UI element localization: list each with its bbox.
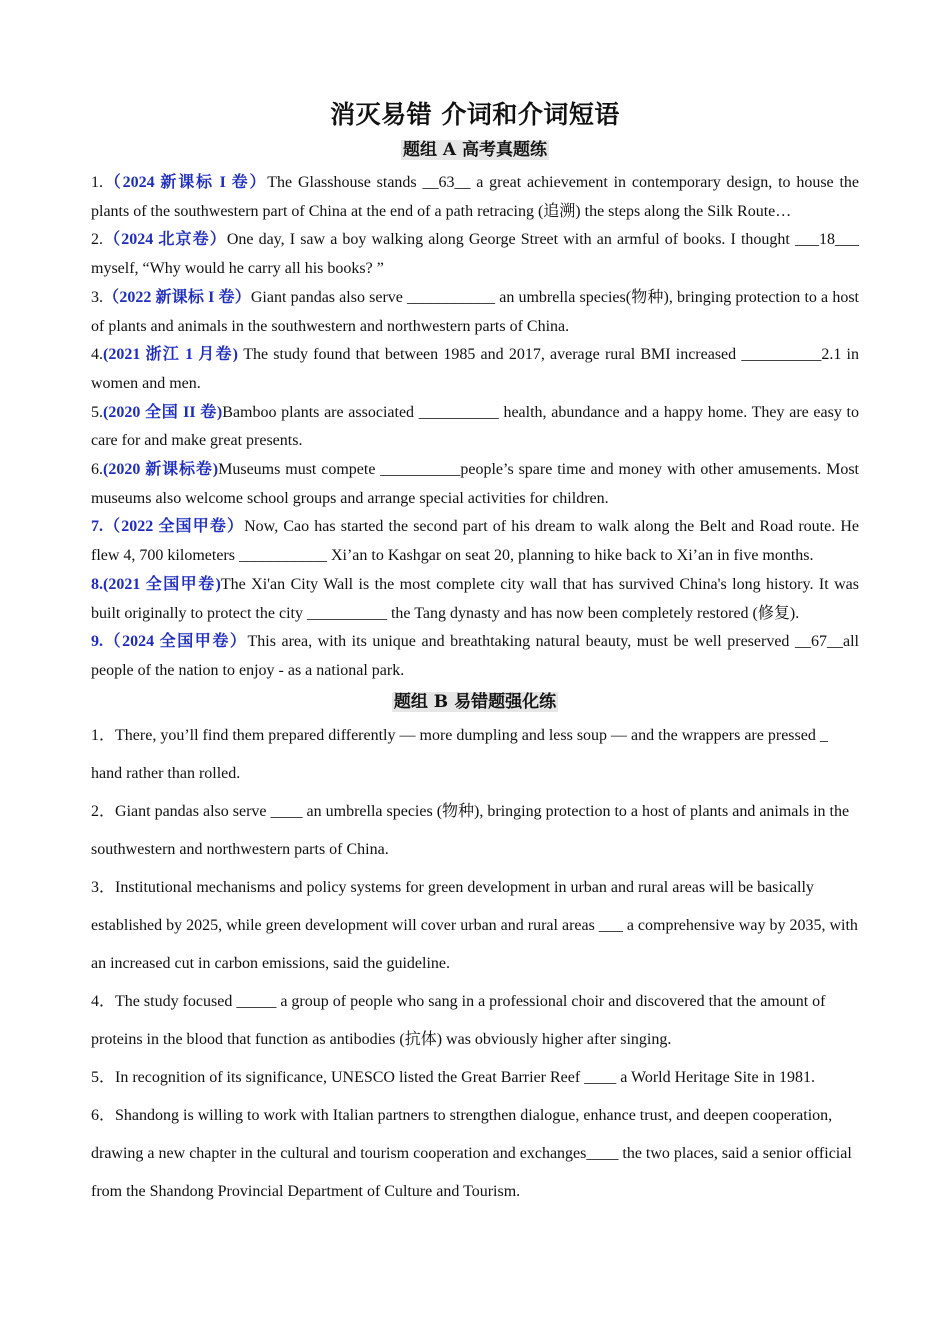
question-source: （2022 新课标 I 卷） <box>103 288 251 306</box>
question-text: a great achievement in contemporary design, to house the plants of the southwestern part of China at the end of a path retracing (追溯) the steps along the Silk Route… <box>91 174 860 220</box>
question-number: 5. <box>91 403 103 421</box>
answer-blank: __63__ <box>422 174 471 191</box>
question-text: Xi’an to Kashgar on seat 20, planning to hike back to Xi’an in five months. <box>326 547 814 565</box>
answer-blank: ____ <box>584 1068 617 1086</box>
question-text: In recognition of its significance, UNESCO listed the Great Barrier Reef <box>115 1068 585 1086</box>
question-number: 5． <box>91 1068 116 1086</box>
question-text: the Tang dynasty and has now been completely restored (修复). <box>386 604 800 622</box>
question-item <box>91 628 859 685</box>
question-text: an umbrella species(物种), bringing protection to a host of plants and animals in the southwestern and northwestern parts of China. <box>91 288 859 335</box>
question-text: 2.1 in women and men. <box>91 346 859 392</box>
question-item <box>91 341 859 398</box>
question-text: Institutional mechanisms and policy systems for green development in urban and rural areas will be basically established by 2025, while green development will cover urban and rural areas <box>91 878 814 934</box>
answer-blank: ___18___ <box>794 231 859 249</box>
question-number: 7. <box>91 518 103 536</box>
answer-blank: __67__ <box>795 633 843 651</box>
answer-blank: ____ <box>586 1144 619 1162</box>
question-text: Bamboo plants are associated <box>222 403 419 421</box>
question-text: health, abundance and a happy home. They are easy to care for and make great presents. <box>91 403 860 450</box>
question-number: 6. <box>91 461 103 479</box>
question-text: This area, with its unique and breathtaking natural beauty, must be well preserved <box>247 633 795 651</box>
question-text: Now, Cao has started the second part of his dream to walk along the Belt and Road route. He flew 4, 700 kilometers <box>91 518 859 565</box>
answer-blank: ___________ <box>407 288 496 306</box>
section-b-heading: 题组 B 易错题强化练 <box>393 691 557 712</box>
question-text: a group of people who sang in a professional choir and discovered that the amount of proteins in the blood that function as antibodies (抗体) was obviously higher after singing. <box>91 992 826 1048</box>
answer-blank: __________ <box>380 461 461 479</box>
question-item <box>91 793 859 869</box>
question-source: （2022 全国甲卷） <box>103 518 245 536</box>
question-source: （2024 新课标 I 卷） <box>103 174 268 191</box>
question-text: a comprehensive way by 2035, with an increased cut in carbon emissions, said the guideline. <box>91 916 858 972</box>
question-item <box>91 399 859 456</box>
question-number: 3． <box>91 878 116 896</box>
question-item <box>91 1059 859 1097</box>
question-text: The Glasshouse stands <box>267 174 423 191</box>
question-text: a World Heritage Site in 1981. <box>616 1068 816 1086</box>
section-a-heading: 题组 A 高考真题练 <box>402 140 548 160</box>
answer-blank: __________ <box>418 403 499 421</box>
answer-blank: _ <box>819 726 828 744</box>
question-text: Giant pandas also serve <box>250 288 408 306</box>
question-text: the two places, said a senior official from the Shandong Provincial Department of Culture and Tourism. <box>91 1144 852 1200</box>
question-text: an umbrella species (物种), bringing protection to a host of plants and animals in the southwestern and northwestern parts of China. <box>91 802 850 858</box>
question-number: 8. <box>91 575 103 593</box>
answer-blank: ___ <box>598 916 623 934</box>
question-text: myself, “Why would he carry all his books? ” <box>91 260 384 278</box>
question-text: Giant pandas also serve <box>115 802 271 820</box>
question-number: 1. <box>91 174 103 191</box>
question-item <box>91 284 859 341</box>
question-item <box>91 717 859 793</box>
question-text: There, you’ll find them prepared differently — more dumpling and less soup — and the wrappers are pressed <box>115 726 820 744</box>
question-source: （2024 全国甲卷） <box>103 633 248 651</box>
answer-blank: ____ <box>270 802 303 820</box>
question-number: 3. <box>91 288 103 306</box>
answer-blank: __________ <box>306 604 387 622</box>
question-number: 2． <box>91 802 116 820</box>
question-number: 6． <box>91 1106 116 1124</box>
question-source: (2020 新课标卷) <box>103 461 219 479</box>
question-source: (2021 浙江 1 月卷) <box>103 346 239 364</box>
answer-blank: __________ <box>741 346 822 364</box>
question-number: 4． <box>91 992 116 1010</box>
question-item <box>91 1097 859 1211</box>
section-a-list <box>91 169 859 686</box>
question-text: people’s spare time and money with other amusements. Most museums also welcome school groups and arrange special activities for children. <box>91 461 859 507</box>
question-text: The Xi'an City Wall is the most complete city wall that has survived China's long history. It was built originally to protect the city <box>91 575 859 622</box>
question-item <box>91 456 859 513</box>
question-source: (2021 全国甲卷) <box>103 575 221 593</box>
question-text: Museums must compete <box>218 461 381 479</box>
question-item <box>91 983 859 1059</box>
page-title: 消灭易错 介词和介词短语 <box>330 100 620 129</box>
question-text: The study focused <box>115 992 237 1010</box>
document-page <box>91 96 859 1211</box>
question-source: (2020 全国 II 卷) <box>103 403 223 421</box>
question-text: hand rather than rolled. <box>91 764 241 782</box>
question-item <box>91 513 859 570</box>
question-item <box>91 169 859 226</box>
question-number: 9. <box>91 633 103 651</box>
question-item <box>91 571 859 628</box>
question-text: all people of the nation to enjoy - as a national park. <box>91 633 859 679</box>
question-number: 4. <box>91 346 103 364</box>
question-item <box>91 869 859 983</box>
question-text: One day, I saw a boy walking along George Street with an armful of books. I thought <box>226 231 795 249</box>
question-item <box>91 226 859 283</box>
question-source: （2024 北京卷） <box>103 231 227 249</box>
question-text: The study found that between 1985 and 2017, average rural BMI increased <box>238 346 742 364</box>
section-b-list <box>91 717 859 1211</box>
question-number: 2. <box>91 231 103 249</box>
answer-blank: ___________ <box>238 547 327 565</box>
answer-blank: _____ <box>236 992 277 1010</box>
question-number: 1． <box>91 726 116 744</box>
question-text: Shandong is willing to work with Italian partners to strengthen dialogue, enhance trust, and deepen cooperation, drawing a new chapter in the cultural and tourism cooperation and exchanges <box>91 1106 833 1162</box>
